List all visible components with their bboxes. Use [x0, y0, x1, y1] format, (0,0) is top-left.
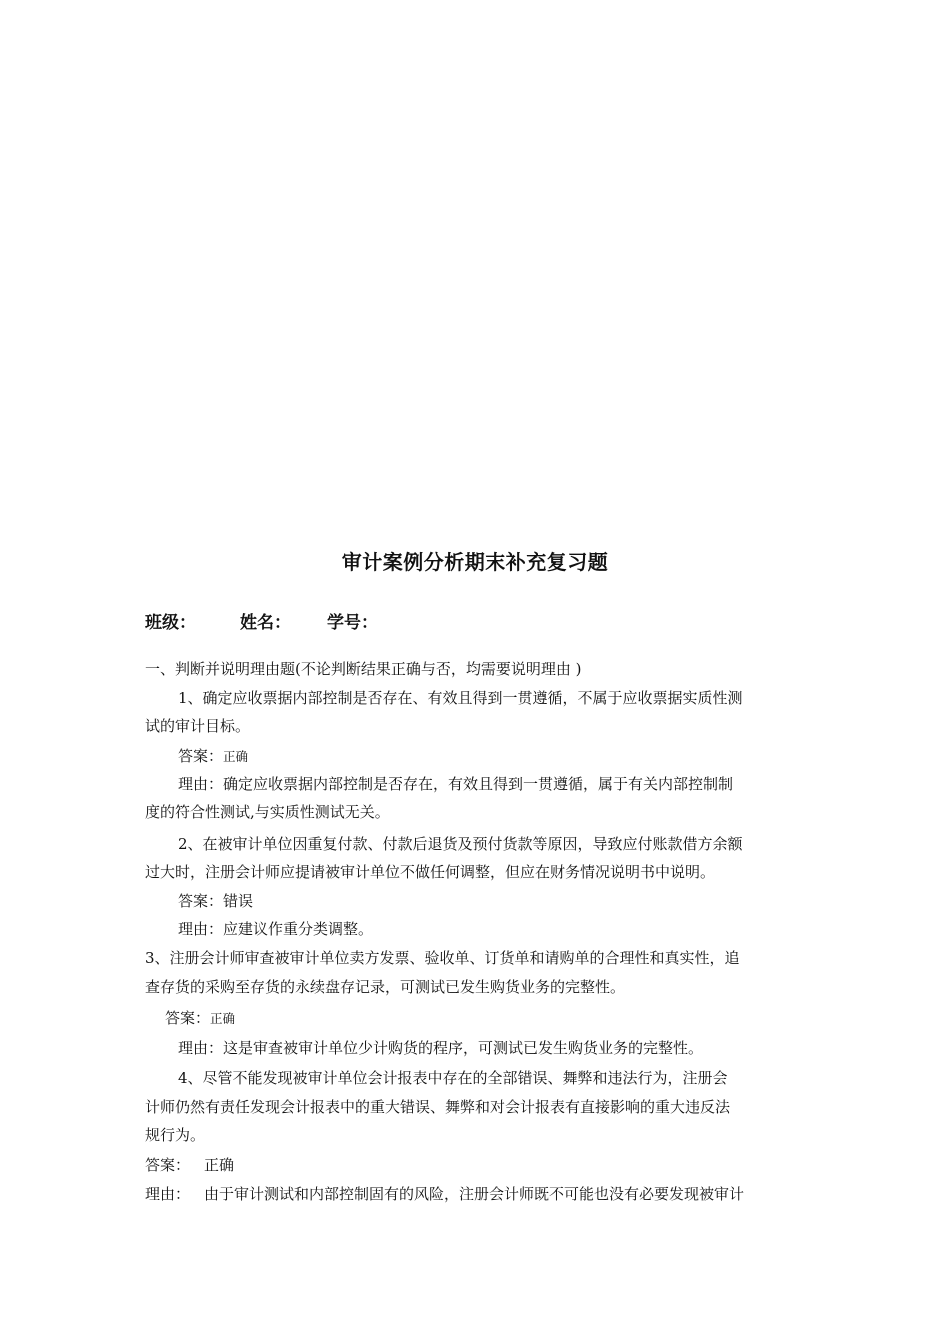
document-title: 审计案例分析期末补充复习题: [341, 550, 609, 574]
question-1-line-1: 1、确定应收票据内部控制是否存在、有效且得到一贯遵循，不属于应收票据实质性测: [178, 689, 743, 707]
name-label: 姓名：: [240, 613, 291, 633]
answer-label: 答案：: [165, 1009, 211, 1027]
question-2-answer: 答案：错误: [178, 892, 254, 910]
reason-text: 由于审计测试和内部控制固有的风险，注册会计师既不可能也没有必要发现被审计: [204, 1185, 745, 1203]
reason-label: 理由：: [145, 1185, 191, 1203]
question-3-line-2: 查存货的采购至存货的永续盘存记录，可测试已发生购货业务的完整性。: [145, 978, 626, 996]
class-label: 班级：: [145, 613, 196, 633]
answer-label: 答案：: [145, 1156, 191, 1174]
question-4-line-2: 计师仍然有责任发现会计报表中的重大错误、舞弊和对会计报表有直接影响的重大违反法: [145, 1098, 731, 1116]
answer-value: 正确: [210, 1011, 236, 1026]
question-4-line-3: 规行为。: [145, 1126, 206, 1144]
question-3-answer: [165, 1008, 235, 1029]
question-2-line-1: 2、在被审计单位因重复付款、付款后退货及预付货款等原因，导致应付账款借方余额: [178, 835, 743, 853]
section-heading: 一、判断并说明理由题(不论判断结果正确与否，均需要说明理由 ): [145, 660, 582, 678]
question-4-reason: [145, 1184, 744, 1204]
question-1-reason-line-2: 度的符合性测试,与实质性测试无关。: [145, 803, 390, 821]
question-1-line-2: 试的审计目标。: [145, 717, 251, 735]
student-id-label: 学号：: [327, 613, 378, 633]
answer-value: 正确: [204, 1156, 235, 1174]
question-2-line-2: 过大时，注册会计师应提请被审计单位不做任何调整，但应在财务情况说明书中说明。: [145, 863, 716, 881]
question-1-reason-line-1: 理由：确定应收票据内部控制是否存在，有效且得到一贯遵循，属于有关内部控制制: [178, 775, 734, 793]
question-3-reason: 理由：这是审查被审计单位少计购货的程序，可测试已发生购货业务的完整性。: [178, 1039, 704, 1057]
question-4-answer: [145, 1155, 234, 1175]
question-2-reason: 理由：应建议作重分类调整。: [178, 920, 374, 938]
question-3-line-1: 3、注册会计师审查被审计单位卖方发票、验收单、订货单和请购单的合理性和真实性，追: [145, 949, 740, 967]
answer-label: 答案：: [178, 747, 224, 765]
question-1-answer: [178, 746, 248, 767]
question-4-line-1: 4、尽管不能发现被审计单位会计报表中存在的全部错误、舞弊和违法行为，注册会: [178, 1069, 728, 1087]
answer-value: 正确: [223, 749, 249, 764]
